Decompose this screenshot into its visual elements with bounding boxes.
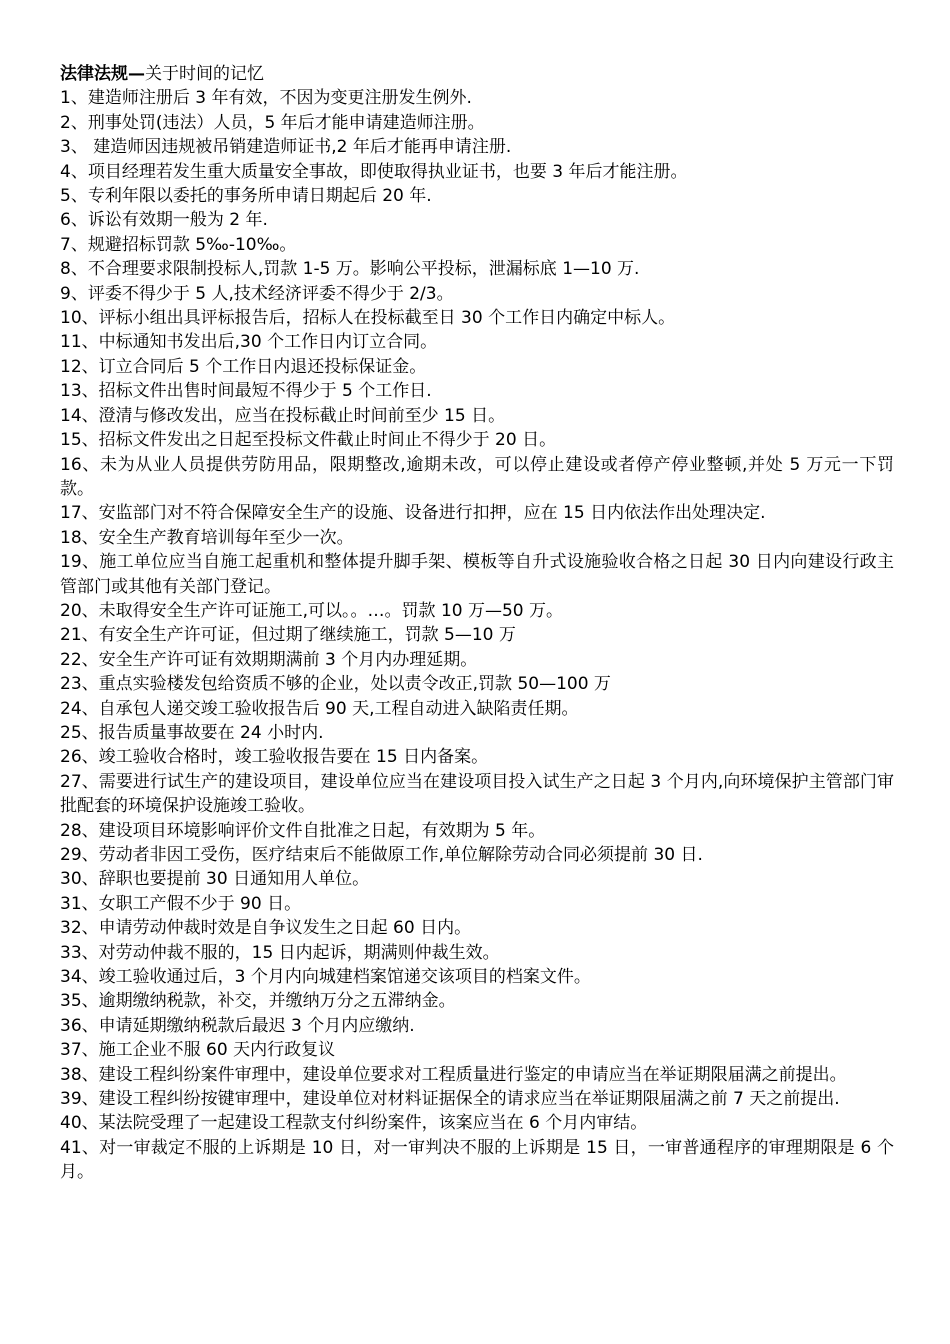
list-item: 9、评委不得少于 5 人,技术经济评委不得少于 2/3。 bbox=[60, 283, 454, 304]
list-item: 2、刑事处罚(违法）人员，5 年后才能申请建造师注册。 bbox=[60, 112, 485, 133]
list-item: 37、施工企业不服 60 天内行政复议 bbox=[60, 1040, 336, 1061]
list-item: 35、逾期缴纳税款，补交，并缴纳万分之五滞纳金。 bbox=[60, 991, 456, 1012]
list-item: 38、建设工程纠纷案件审理中，建设单位要求对工程质量进行鉴定的申请应当在举证期限届满之前提出。 bbox=[60, 1064, 847, 1085]
list-item: 8、不合理要求限制投标人,罚款 1-5 万。影响公平投标，泄漏标底 1—10 万. bbox=[60, 259, 640, 280]
list-item: 19、施工单位应当自施工起重机和整体提升脚手架、模板等自升式设施验收合格之日起 30 日内向建设行政主管部门或其他有关部门登记。 bbox=[60, 552, 894, 597]
list-item: 15、招标文件发出之日起至投标文件截止时间止不得少于 20 日。 bbox=[60, 430, 557, 451]
list-item: 26、竣工验收合格时，竣工验收报告要在 15 日内备案。 bbox=[60, 747, 489, 768]
list-item: 23、重点实验楼发包给资质不够的企业，处以责令改正,罚款 50—100 万 bbox=[60, 674, 611, 695]
list-item: 20、未取得安全生产许可证施工,可以。。…。罚款 10 万—50 万。 bbox=[60, 600, 564, 621]
list-item: 13、招标文件出售时间最短不得少于 5 个工作日. bbox=[60, 381, 432, 402]
list-item: 22、安全生产许可证有效期期满前 3 个月内办理延期。 bbox=[60, 649, 478, 670]
list-item: 4、项目经理若发生重大质量安全事故，即使取得执业证书，也要 3 年后才能注册。 bbox=[60, 161, 688, 182]
title-bold-part: 法律法规— bbox=[60, 64, 145, 84]
item-list bbox=[60, 86, 894, 1184]
document-title bbox=[60, 62, 894, 86]
list-item: 34、竣工验收通过后，3 个月内向城建档案馆递交该项目的档案文件。 bbox=[60, 967, 591, 988]
list-item: 27、需要进行试生产的建设项目，建设单位应当在建设项目投入试生产之日起 3 个月内,向环境保护主管部门审批配套的环境保护设施竣工验收。 bbox=[60, 771, 894, 817]
list-item: 14、澄清与修改发出，应当在投标截止时间前至少 15 日。 bbox=[60, 405, 506, 426]
list-item: 28、建设项目环境影响评价文件自批准之日起，有效期为 5 年。 bbox=[60, 820, 546, 841]
list-item: 21、有安全生产许可证，但过期了继续施工，罚款 5—10 万 bbox=[60, 625, 516, 646]
list-item: 17、安监部门对不符合保障安全生产的设施、设备进行扣押，应在 15 日内依法作出处理决定. bbox=[60, 503, 766, 524]
list-item: 31、女职工产假不少于 90 日。 bbox=[60, 893, 302, 914]
list-item: 11、中标通知书发出后,30 个工作日内订立合同。 bbox=[60, 332, 438, 353]
list-item: 24、自承包人递交竣工验收报告后 90 天,工程自动进入缺陷责任期。 bbox=[60, 698, 579, 719]
list-item: 25、报告质量事故要在 24 小时内. bbox=[60, 722, 324, 743]
list-item: 40、某法院受理了一起建设工程款支付纠纷案件，该案应当在 6 个月内审结。 bbox=[60, 1113, 648, 1134]
list-item: 33、对劳动仲裁不服的，15 日内起诉，期满则仲裁生效。 bbox=[60, 942, 500, 963]
list-item: 1、建造师注册后 3 年有效，不因为变更注册发生例外. bbox=[60, 88, 472, 109]
list-item: 3、 建造师因违规被吊销建造师证书,2 年后才能再申请注册. bbox=[60, 137, 512, 158]
list-item: 29、劳动者非因工受伤，医疗结束后不能做原工作,单位解除劳动合同必须提前 30 日. bbox=[60, 845, 703, 865]
list-item: 5、专利年限以委托的事务所申请日期起后 20 年. bbox=[60, 186, 432, 207]
list-item: 39、建设工程纠纷按键审理中，建设单位对材料证据保全的请求应当在举证期限届满之前 7 天之前提出. bbox=[60, 1089, 840, 1110]
list-item: 41、对一审裁定不服的上诉期是 10 日，对一审判决不服的上诉期是 15 日，一审普通程序的审理期限是 6 个月。 bbox=[60, 1137, 894, 1183]
title-rest-part: 关于时间的记忆 bbox=[145, 64, 264, 84]
list-item: 6、诉讼有效期一般为 2 年. bbox=[60, 210, 268, 231]
list-item: 12、订立合同后 5 个工作日内退还投标保证金。 bbox=[60, 356, 427, 377]
list-item: 10、评标小组出具评标报告后，招标人在投标截至日 30 个工作日内确定中标人。 bbox=[60, 308, 676, 329]
list-item: 30、辞职也要提前 30 日通知用人单位。 bbox=[60, 869, 370, 890]
list-item: 32、申请劳动仲裁时效是自争议发生之日起 60 日内。 bbox=[60, 918, 472, 939]
list-item: 7、规避招标罚款 5‰-10‰。 bbox=[60, 234, 297, 255]
list-item: 16、未为从业人员提供劳防用品，限期整改,逾期未改，可以停止建设或者停产停业整顿,并处 5 万元一下罚款。 bbox=[60, 454, 894, 499]
list-item: 36、申请延期缴纳税款后最迟 3 个月内应缴纳. bbox=[60, 1015, 415, 1036]
document-page bbox=[60, 62, 894, 1185]
list-item: 18、安全生产教育培训每年至少一次。 bbox=[60, 527, 354, 548]
